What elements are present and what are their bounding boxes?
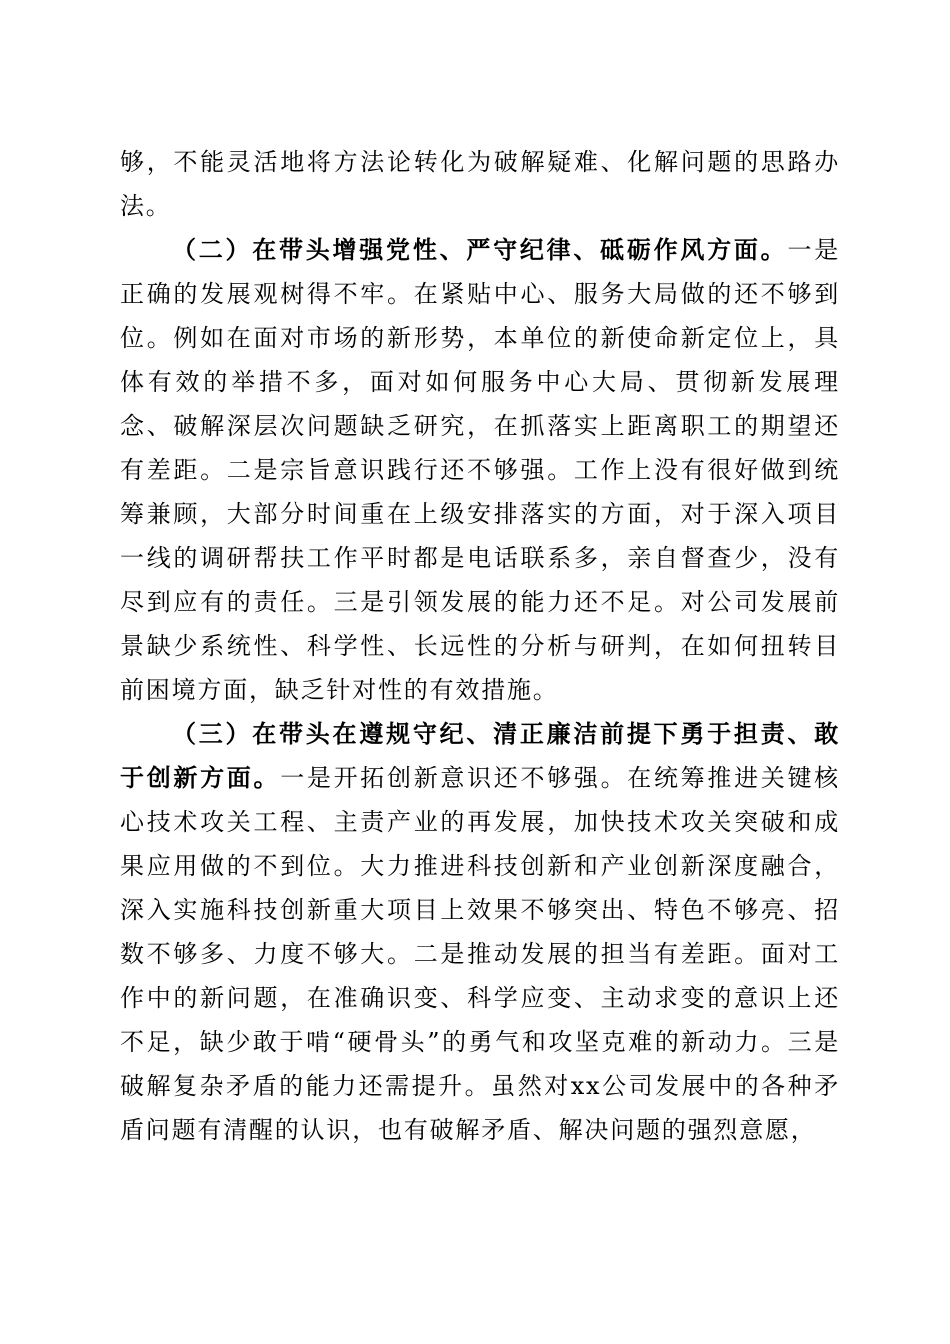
section-heading-two: （二）在带头增强党性、严守纪律、砥砺作风方面。: [172, 236, 788, 264]
paragraph-body-text: 一是正确的发展观树得不牢。在紧贴中心、服务大局做的还不够到位。例如在面对市场的新形势，本单位的新使命新定位上，具体有效的举措不多，面对如何服务中心大局、贯彻新发展理念、破解深层次问题缺乏研究，在抓落实上距离职工的期望还有差距。二是宗旨意识践行还不够强。工作上没有很好做到统筹兼顾，大部分时间重在上级安排落实的方面，对于深入项目一线的调研帮扶工作平时都是电话联系多，亲自督查少，没有尽到应有的责任。三是引领发展的能力还不足。对公司发展前景缺少系统性、科学性、长远性的分析与研判，在如何扭转目前困境方面，缺乏针对性的有效措施。: [120, 236, 840, 704]
paragraph-section-three: [120, 712, 840, 1152]
paragraph-body-text: 够，不能灵活地将方法论转化为破解疑难、化解问题的思路办法。: [120, 148, 840, 220]
paragraph-body-text: 一是开拓创新意识还不够强。在统筹推进关键核心技术攻关工程、主责产业的再发展，加快技术攻关突破和成果应用做的不到位。大力推进科技创新和产业创新深度融合，深入实施科技创新重大项目上效果不够突出、特色不够亮、招数不够多、力度不够大。二是推动发展的担当有差距。面对工作中的新问题，在准确识变、科学应变、主动求变的意识上还不足，缺少敢于啃“硬骨头”的勇气和攻坚克难的新动力。三是破解复杂矛盾的能力还需提升。虽然对xx公司发展中的各种矛盾问题有清醒的认识，也有破解矛盾、解决问题的强烈意愿，: [120, 764, 840, 1144]
section-heading-three: （三）在带头在遵规守纪、清正廉洁前提下勇于担责、敢于创新方面。: [120, 720, 840, 792]
document-body: [120, 140, 840, 1152]
paragraph-section-two: [120, 228, 840, 712]
paragraph-continuation: [120, 140, 840, 228]
